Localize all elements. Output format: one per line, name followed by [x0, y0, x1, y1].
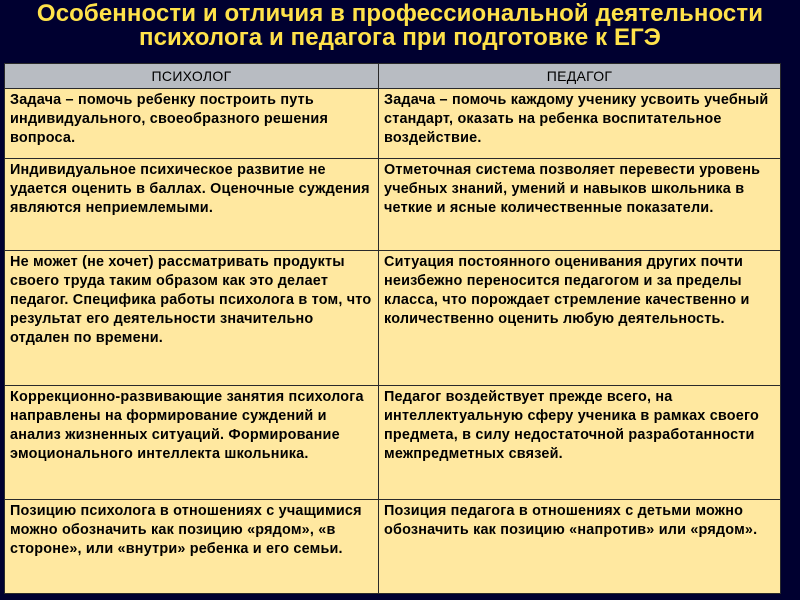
- cell-psychologist: Коррекционно-развивающие занятия психолога направлены на формирование суждений и анализ жизненных ситуаций. Формирование эмоционального интеллекта школьника.: [5, 386, 379, 500]
- cell-teacher: Позиция педагога в отношениях с детьми можно обозначить как позицию «напротив» или «рядом».: [379, 500, 781, 594]
- header-teacher: ПЕДАГОГ: [379, 64, 781, 89]
- table-row: [5, 251, 781, 386]
- table-row: [5, 386, 781, 500]
- table-row: [5, 89, 781, 159]
- comparison-table: [4, 63, 781, 594]
- slide-title-line-2: психолога и педагога при подготовке к ЕГЭ: [139, 24, 661, 51]
- cell-psychologist: Не может (не хочет) рассматривать продукты своего труда таким образом как это делает педагог. Специфика работы психолога в том, что результат его деятельности значительно отдален по времени.: [5, 251, 379, 386]
- table-row: [5, 500, 781, 594]
- cell-teacher: Отметочная система позволяет перевести уровень учебных знаний, умений и навыков школьника в четкие и ясные количественные показатели.: [379, 159, 781, 251]
- cell-psychologist: Позицию психолога в отношениях с учащимися можно обозначить как позицию «рядом», «в стороне», или «внутри» ребенка и его семьи.: [5, 500, 379, 594]
- slide-title-line-1: Особенности и отличия в профессиональной деятельности: [36, 0, 764, 27]
- table-header-row: [5, 64, 781, 89]
- cell-teacher: Ситуация постоянного оценивания других почти неизбежно переносится педагогом и за пределы класса, что порождает стремление качественно и количественно оценить любую деятельность.: [379, 251, 781, 386]
- cell-psychologist: Индивидуальное психическое развитие не удается оценить в баллах. Оценочные суждения являются неприемлемыми.: [5, 159, 379, 251]
- table-row: [5, 159, 781, 251]
- slide-title: [0, 2, 800, 50]
- cell-teacher: Задача – помочь каждому ученику усвоить учебный стандарт, оказать на ребенка воспитательное воздействие.: [379, 89, 781, 159]
- cell-teacher: Педагог воздействует прежде всего, на интеллектуальную сферу ученика в рамках своего предмета, в силу недостаточной разработанности межпредметных связей.: [379, 386, 781, 500]
- header-psychologist: ПСИХОЛОГ: [5, 64, 379, 89]
- cell-psychologist: Задача – помочь ребенку построить путь индивидуального, своеобразного решения вопроса.: [5, 89, 379, 159]
- comparison-table-wrapper: [4, 63, 780, 600]
